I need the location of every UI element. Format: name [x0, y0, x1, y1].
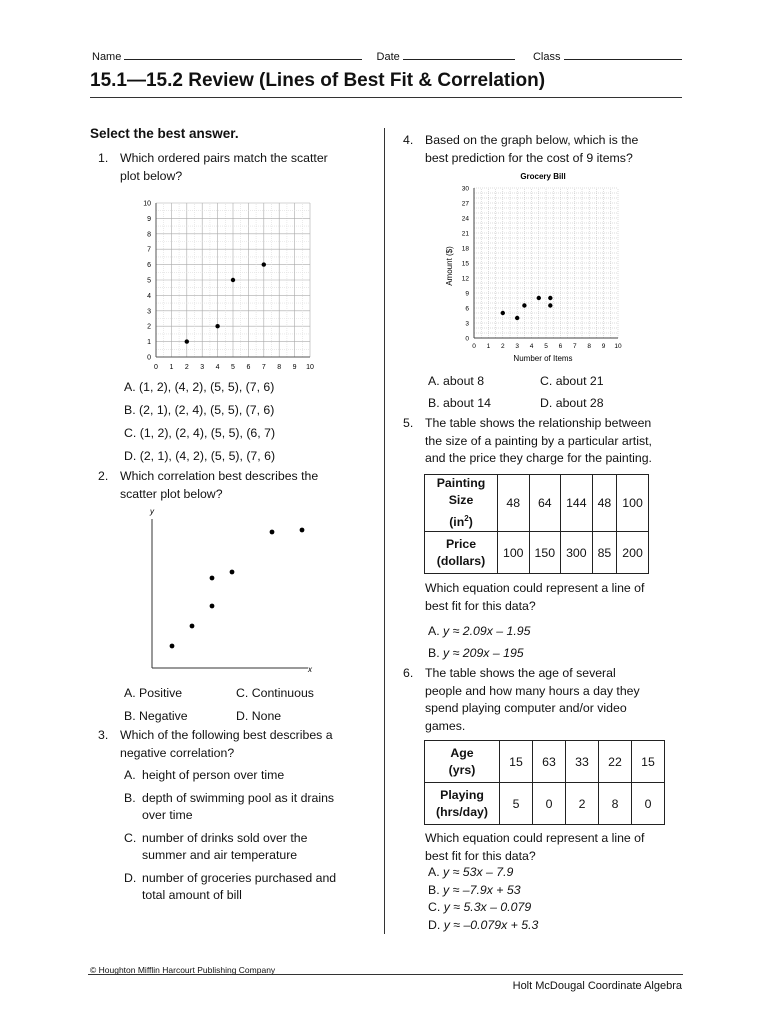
y-tick-label: 27	[461, 200, 469, 208]
x-tick-label: 4	[529, 343, 534, 350]
option-text: height of person over time	[142, 768, 285, 782]
data-point	[537, 296, 541, 300]
table-cell: 64	[529, 475, 561, 532]
q5-line: and the price they charge for the painting.	[425, 451, 652, 465]
y-tick-label: 9	[147, 215, 151, 223]
x-tick-label: 1	[169, 364, 174, 371]
x-tick-label: 8	[277, 364, 282, 371]
x-tick-label: 7	[572, 343, 577, 350]
x-tick-label: 6	[246, 364, 251, 371]
option-text: y ≈ 2.09x – 1.95	[443, 624, 531, 638]
q5-number: 5.	[403, 416, 414, 430]
q6-number: 6.	[403, 666, 414, 680]
table-cell: 85	[592, 532, 617, 574]
option-letter: D.	[124, 449, 137, 463]
y-tick-label: 0	[465, 335, 469, 343]
option-letter: A.	[428, 374, 440, 388]
name-label: Name	[92, 51, 122, 63]
y-tick-label: 4	[147, 292, 151, 300]
header-text: Price	[445, 536, 477, 551]
grocery-bill-chart	[436, 168, 636, 368]
table-cell: 5	[500, 783, 533, 825]
question-1	[98, 150, 328, 185]
option-text: Negative	[139, 709, 188, 723]
q3-options	[124, 767, 379, 905]
data-point	[548, 296, 552, 300]
option-text: summer and air temperature	[142, 848, 298, 862]
q1-number: 1.	[98, 151, 109, 165]
q3-option-d[interactable]	[124, 870, 379, 905]
table-cell: 22	[599, 741, 632, 783]
data-point	[270, 530, 275, 535]
header-text: (yrs)	[448, 762, 476, 777]
table-row	[425, 475, 649, 532]
chart-y-label: Amount ($)	[445, 246, 454, 286]
option-text: y ≈ –7.9x + 53	[443, 882, 521, 897]
chart-x-label: Number of Items	[513, 354, 573, 363]
page-title: 15.1—15.2 Review (Lines of Best Fit & Correlation)	[90, 70, 546, 91]
q6-option-c[interactable]	[428, 899, 538, 917]
table-cell: 2	[566, 783, 599, 825]
x-tick-label: 3	[515, 343, 520, 350]
table-header-cell	[425, 475, 498, 532]
q2-scatter-plot	[140, 505, 330, 675]
option-letter: D.	[540, 396, 553, 410]
y-tick-label: 9	[465, 290, 469, 298]
table-header-cell	[425, 741, 500, 783]
option-text: (2, 1), (4, 2), (5, 5), (7, 6)	[139, 449, 276, 463]
header-text: Painting	[436, 476, 486, 491]
y-tick-label: 21	[461, 230, 469, 238]
option-letter: C.	[236, 686, 249, 700]
table-cell: 144	[561, 475, 593, 532]
chart-title: Grocery Bill	[520, 172, 566, 181]
data-point	[515, 316, 519, 320]
painting-table	[424, 474, 649, 574]
question-2	[98, 468, 318, 503]
table-cell: 15	[500, 741, 533, 783]
x-tick-label: 10	[306, 364, 314, 371]
question-6	[403, 665, 640, 735]
q4-option-c[interactable]	[540, 374, 604, 388]
question-3	[98, 727, 333, 762]
q4-option-b[interactable]	[428, 392, 540, 414]
option-text: Continuous	[251, 686, 314, 700]
table-header-cell	[425, 783, 500, 825]
title-divider	[90, 97, 682, 98]
y-tick-label: 0	[147, 354, 151, 362]
option-text: (2, 1), (2, 4), (5, 5), (7, 6)	[139, 403, 275, 417]
q1-option-d[interactable]	[124, 445, 275, 468]
data-point	[170, 644, 175, 649]
table-header-cell	[425, 532, 498, 574]
data-point	[230, 570, 235, 575]
table-cell: 15	[632, 741, 665, 783]
x-tick-label: 8	[587, 343, 592, 350]
q5-option-a[interactable]	[428, 620, 530, 642]
data-point	[262, 262, 266, 266]
option-text: total amount of bill	[142, 888, 242, 902]
y-tick-label: 30	[461, 185, 469, 193]
q3-option-c[interactable]	[124, 830, 379, 865]
q1-option-b[interactable]	[124, 399, 275, 422]
data-point	[210, 604, 215, 609]
q3-line: negative correlation?	[120, 745, 235, 760]
q1-scatter-plot	[120, 195, 330, 375]
data-point	[231, 278, 235, 282]
q5-line: The table shows the relationship between	[425, 416, 652, 430]
table-row	[425, 741, 665, 783]
option-letter: C.	[428, 900, 441, 914]
option-letter: B.	[124, 403, 136, 417]
option-letter: A.	[124, 380, 136, 394]
header-text: (dollars)	[436, 553, 486, 568]
option-letter: A.	[428, 865, 440, 879]
y-tick-label: 1	[147, 339, 151, 347]
x-tick-label: 3	[200, 364, 205, 371]
option-letter: B.	[124, 709, 136, 723]
table-cell: 48	[592, 475, 617, 532]
q5-options	[428, 620, 530, 664]
table-cell: 150	[529, 532, 561, 574]
option-text: y ≈ 209x – 195	[443, 646, 524, 660]
option-text: (1, 2), (4, 2), (5, 5), (7, 6)	[139, 380, 275, 394]
header-text: Age	[450, 745, 474, 760]
q2-line: Which correlation best describes the	[120, 469, 319, 483]
q4-option-a[interactable]	[428, 370, 540, 392]
option-letter: A.	[124, 686, 136, 700]
q6-option-b[interactable]	[428, 882, 538, 900]
table-cell: 300	[561, 532, 593, 574]
q5-option-b[interactable]	[428, 642, 530, 664]
table-cell: 63	[533, 741, 566, 783]
option-text: number of groceries purchased and	[142, 870, 337, 885]
x-tick-label: 2	[184, 364, 189, 371]
option-text: y ≈ –0.079x + 5.3	[443, 917, 539, 932]
q2-line: scatter plot below?	[120, 486, 223, 501]
option-text: about 8	[443, 374, 485, 388]
option-text: y ≈ 53x – 7.9	[443, 865, 514, 879]
q2-option-b[interactable]	[124, 705, 236, 728]
option-letter: D.	[124, 870, 137, 885]
q1-line: Which ordered pairs match the scatter	[120, 151, 328, 165]
option-letter: B.	[428, 882, 440, 897]
q5-prompt	[425, 580, 644, 615]
q3-option-a[interactable]	[124, 767, 379, 785]
y-tick-label: 3	[147, 308, 151, 316]
table-cell: 200	[617, 532, 649, 574]
q5-line: the size of a painting by a particular artist,	[425, 433, 652, 448]
x-tick-label: 5	[544, 343, 548, 350]
option-text: (1, 2), (2, 4), (5, 5), (6, 7)	[139, 426, 276, 440]
table-cell: 33	[566, 741, 599, 783]
data-point	[501, 311, 505, 315]
q2-option-d[interactable]	[236, 709, 281, 723]
option-text: None	[251, 709, 282, 723]
option-letter: B.	[428, 646, 440, 660]
data-point	[215, 324, 219, 328]
date-label: Date	[376, 51, 400, 63]
footer-divider	[88, 974, 683, 975]
data-point	[548, 303, 552, 307]
y-tick-label: 6	[465, 305, 469, 313]
y-tick-label: 3	[465, 320, 469, 328]
header-text: Playing	[440, 787, 484, 802]
y-tick-label: 6	[147, 262, 151, 270]
header-text: Size	[448, 493, 474, 508]
q6-option-d[interactable]	[428, 917, 538, 935]
option-letter: B.	[124, 790, 136, 805]
x-tick-label: 10	[614, 343, 622, 350]
header-text: $(in^2)$	[449, 513, 473, 529]
data-point	[300, 528, 305, 533]
table-row	[425, 783, 665, 825]
y-tick-label: 7	[147, 246, 151, 254]
x-tick-label: 0	[154, 364, 158, 371]
data-point	[190, 624, 195, 629]
data-point	[185, 339, 189, 343]
column-divider	[384, 128, 385, 934]
q2-option-a[interactable]	[124, 682, 236, 705]
q2-option-c[interactable]	[236, 686, 314, 700]
option-text: about 28	[555, 396, 604, 410]
q4-option-d[interactable]	[540, 396, 604, 410]
table-row	[425, 532, 649, 574]
x-tick-label: 5	[231, 364, 235, 371]
option-letter: D.	[236, 709, 249, 723]
option-letter: C.	[540, 374, 553, 388]
q4-line: best prediction for the cost of 9 items?	[425, 150, 633, 165]
q6-prompt-line: best fit for this data?	[425, 848, 536, 863]
q3-number: 3.	[98, 728, 109, 742]
option-letter: B.	[428, 396, 440, 410]
name-blank[interactable]	[124, 50, 362, 60]
table-cell: 8	[599, 783, 632, 825]
q4-number: 4.	[403, 133, 414, 147]
q6-options	[428, 864, 538, 934]
option-letter: A.	[428, 624, 440, 638]
question-4	[403, 132, 638, 167]
option-text: depth of swimming pool as it drains	[142, 790, 335, 805]
q2-y-label: y	[150, 507, 154, 516]
q1-option-a[interactable]	[124, 376, 275, 399]
option-letter: C.	[124, 830, 137, 845]
y-tick-label: 8	[147, 231, 151, 239]
q5-prompt-line: Which equation could represent a line of	[425, 581, 645, 595]
x-tick-label: 4	[215, 364, 220, 371]
data-point	[522, 303, 526, 307]
q2-number: 2.	[98, 469, 109, 483]
section-title: Select the best answer.	[90, 126, 239, 141]
option-text: about 21	[555, 374, 604, 388]
q2-options	[124, 682, 364, 728]
q1-line: plot below?	[120, 168, 183, 183]
q4-line: Based on the graph below, which is the	[425, 133, 639, 147]
q6-line: spend playing computer and/or video	[425, 701, 627, 715]
q6-line: The table shows the age of several	[425, 666, 616, 680]
option-letter: C.	[124, 426, 137, 440]
y-tick-label: 18	[461, 245, 469, 253]
question-5	[403, 415, 652, 468]
option-letter: D.	[428, 917, 441, 932]
q4-options	[428, 370, 678, 414]
header-fields	[92, 50, 682, 63]
date-blank[interactable]	[403, 50, 515, 60]
q6-option-a[interactable]	[428, 864, 538, 882]
y-tick-label: 10	[143, 200, 151, 208]
x-tick-label: 9	[292, 364, 297, 371]
copyright: © Houghton Mifflin Harcourt Publishing Company	[90, 965, 276, 975]
q6-prompt	[425, 830, 644, 865]
y-tick-label: 15	[461, 260, 469, 268]
option-text: over time	[142, 808, 193, 822]
q1-options	[124, 376, 275, 468]
table-cell: 100	[498, 532, 530, 574]
table-cell: 0	[533, 783, 566, 825]
q3-line: Which of the following best describes a	[120, 728, 333, 742]
table-cell: 100	[617, 475, 649, 532]
x-tick-label: 6	[558, 343, 563, 350]
y-tick-label: 5	[147, 277, 151, 285]
option-letter: A.	[124, 768, 136, 782]
x-tick-label: 7	[261, 364, 266, 371]
header-text: (hrs/day)	[436, 804, 488, 819]
y-tick-label: 24	[461, 215, 469, 223]
x-tick-label: 9	[601, 343, 606, 350]
q6-line: people and how many hours a day they	[425, 683, 640, 698]
class-blank[interactable]	[564, 50, 682, 60]
q5-prompt-line: best fit for this data?	[425, 598, 536, 613]
option-text: Positive	[139, 686, 183, 700]
class-label: Class	[532, 51, 561, 63]
y-tick-label: 2	[147, 323, 151, 331]
q3-option-b[interactable]	[124, 790, 379, 825]
option-text: y ≈ 5.3x – 0.079	[443, 900, 532, 914]
x-tick-label: 0	[472, 343, 476, 350]
data-point	[210, 576, 215, 581]
q6-line: games.	[425, 718, 466, 733]
q2-x-label: x	[308, 665, 312, 674]
x-tick-label: 1	[486, 343, 491, 350]
x-tick-label: 2	[500, 343, 505, 350]
q1-option-c[interactable]	[124, 422, 275, 445]
table-cell: 0	[632, 783, 665, 825]
q6-prompt-line: Which equation could represent a line of	[425, 831, 645, 845]
table-cell: 48	[498, 475, 530, 532]
book-title: Holt McDougal Coordinate Algebra	[512, 980, 682, 992]
y-tick-label: 12	[461, 275, 469, 283]
gaming-table	[424, 740, 665, 825]
option-text: about 14	[443, 396, 491, 410]
option-text: number of drinks sold over the	[142, 830, 308, 845]
